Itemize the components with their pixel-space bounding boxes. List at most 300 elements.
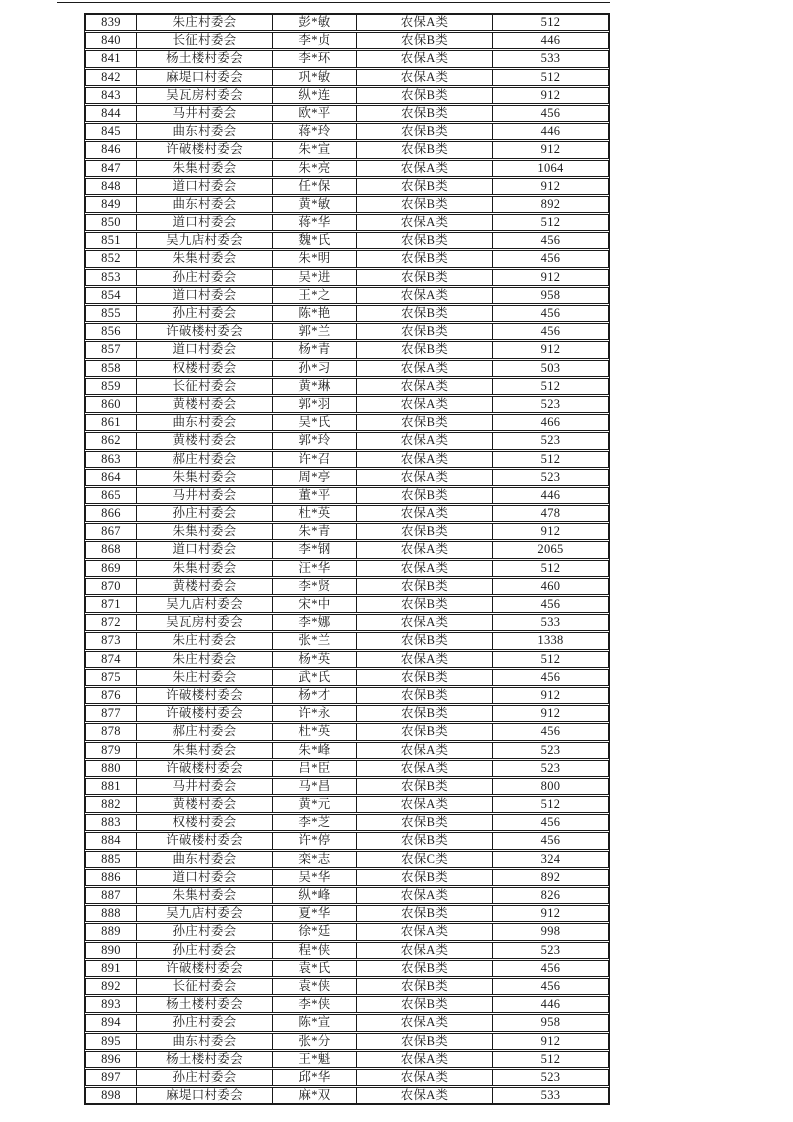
amount-cell: 523: [540, 469, 561, 484]
serial-number-cell: 870: [86, 579, 137, 594]
amount-cell: 912: [540, 178, 561, 193]
person-name-cell: 纵*峰: [273, 888, 357, 903]
table-row: [85, 269, 609, 286]
village-committee-cell: 道口村委会: [137, 179, 273, 194]
table-row: [85, 832, 609, 849]
insurance-category-cell: 农保B类: [357, 1034, 493, 1049]
insurance-category-cell: 农保A类: [357, 288, 493, 303]
table-row: [85, 32, 609, 49]
village-committee-cell: 黄楼村委会: [137, 579, 273, 594]
insurance-category-cell: 农保B类: [357, 106, 493, 121]
amount-cell: 456: [540, 978, 561, 993]
serial-number-cell: 892: [86, 979, 137, 994]
serial-number-cell: 881: [86, 779, 137, 794]
serial-number-cell: 846: [86, 142, 137, 157]
amount-cell: 912: [540, 1033, 561, 1048]
serial-number-cell: 858: [86, 361, 137, 376]
village-committee-cell: 孙庄村委会: [137, 306, 273, 321]
serial-number-cell: 882: [86, 797, 137, 812]
person-name-cell: 程*侠: [273, 943, 357, 958]
village-committee-cell: 孙庄村委会: [137, 1015, 273, 1030]
table-row: [85, 451, 609, 468]
serial-number-cell: 891: [86, 961, 137, 976]
serial-number-cell: 855: [86, 306, 137, 321]
village-committee-cell: 许破楼村委会: [137, 833, 273, 848]
insurance-category-cell: 农保A类: [357, 379, 493, 394]
person-name-cell: 徐*廷: [273, 924, 357, 939]
insurance-category-cell: 农保B类: [357, 197, 493, 212]
village-committee-cell: 朱集村委会: [137, 888, 273, 903]
serial-number-cell: 871: [86, 597, 137, 612]
serial-number-cell: 877: [86, 706, 137, 721]
amount-cell: 533: [540, 51, 561, 66]
table-row: [85, 742, 609, 759]
village-committee-cell: 朱集村委会: [137, 743, 273, 758]
amount-cell: 456: [540, 105, 561, 120]
person-name-cell: 许*召: [273, 452, 357, 467]
table-row: [85, 1033, 609, 1050]
amount-cell: 446: [540, 487, 561, 502]
village-committee-cell: 杨土楼村委会: [137, 51, 273, 66]
person-name-cell: 杨*才: [273, 688, 357, 703]
village-committee-cell: 许破楼村委会: [137, 761, 273, 776]
insurance-category-cell: 农保B类: [357, 688, 493, 703]
insurance-category-cell: 农保A类: [357, 652, 493, 667]
village-committee-cell: 权楼村委会: [137, 361, 273, 376]
insurance-category-cell: 农保A类: [357, 615, 493, 630]
village-committee-cell: 孙庄村委会: [137, 1070, 273, 1085]
serial-number-cell: 879: [86, 743, 137, 758]
serial-number-cell: 843: [86, 88, 137, 103]
serial-number-cell: 851: [86, 233, 137, 248]
table-row: [85, 214, 609, 231]
table-row: [85, 505, 609, 522]
amount-cell: 800: [540, 778, 561, 793]
village-committee-cell: 朱集村委会: [137, 251, 273, 266]
table-row: [85, 87, 609, 104]
table-row: [85, 523, 609, 540]
amount-cell: 892: [540, 196, 561, 211]
table-row: [85, 50, 609, 67]
amount-cell: 523: [540, 396, 561, 411]
amount-cell: 523: [540, 942, 561, 957]
village-committee-cell: 吴九店村委会: [137, 906, 273, 921]
village-committee-cell: 马井村委会: [137, 488, 273, 503]
insurance-category-cell: 农保A类: [357, 161, 493, 176]
insurance-category-cell: 农保B类: [357, 124, 493, 139]
amount-cell: 512: [540, 451, 561, 466]
village-committee-cell: 朱集村委会: [137, 561, 273, 576]
amount-cell: 460: [540, 578, 561, 593]
table-row: [85, 632, 609, 649]
insurance-category-cell: 农保B类: [357, 633, 493, 648]
table-row: [85, 432, 609, 449]
insurance-category-cell: 农保A类: [357, 743, 493, 758]
village-committee-cell: 朱庄村委会: [137, 15, 273, 30]
amount-cell: 466: [540, 415, 561, 430]
amount-cell: 912: [540, 906, 561, 921]
amount-cell: 512: [540, 378, 561, 393]
serial-number-cell: 841: [86, 51, 137, 66]
amount-cell: 912: [540, 687, 561, 702]
serial-number-cell: 867: [86, 524, 137, 539]
person-name-cell: 杜*英: [273, 724, 357, 739]
village-committee-cell: 黄楼村委会: [137, 433, 273, 448]
person-name-cell: 李*芝: [273, 815, 357, 830]
table-row: [85, 287, 609, 304]
person-name-cell: 李*娜: [273, 615, 357, 630]
person-name-cell: 朱*青: [273, 524, 357, 539]
table-row: [85, 250, 609, 267]
table-row: [85, 360, 609, 377]
person-name-cell: 陈*艳: [273, 306, 357, 321]
village-committee-cell: 朱庄村委会: [137, 652, 273, 667]
serial-number-cell: 887: [86, 888, 137, 903]
serial-number-cell: 864: [86, 470, 137, 485]
insurance-category-cell: 农保B类: [357, 815, 493, 830]
person-name-cell: 汪*华: [273, 561, 357, 576]
insurance-category-cell: 农保A类: [357, 797, 493, 812]
insurance-category-cell: 农保A类: [357, 542, 493, 557]
village-committee-cell: 道口村委会: [137, 288, 273, 303]
table-row: [85, 487, 609, 504]
serial-number-cell: 840: [86, 33, 137, 48]
person-name-cell: 董*平: [273, 488, 357, 503]
table-row: [85, 469, 609, 486]
amount-cell: 512: [540, 69, 561, 84]
amount-cell: 456: [540, 724, 561, 739]
village-committee-cell: 许破楼村委会: [137, 142, 273, 157]
table-row: [85, 560, 609, 577]
table-row: [85, 723, 609, 740]
person-name-cell: 李*钢: [273, 542, 357, 557]
table-row: [85, 1051, 609, 1068]
person-name-cell: 李*贞: [273, 33, 357, 48]
village-committee-cell: 吴瓦房村委会: [137, 615, 273, 630]
table-row: [85, 596, 609, 613]
serial-number-cell: 875: [86, 670, 137, 685]
table-row: [85, 378, 609, 395]
insurance-category-cell: 农保B类: [357, 179, 493, 194]
insurance-category-cell: 农保A类: [357, 452, 493, 467]
amount-cell: 512: [540, 797, 561, 812]
person-name-cell: 纵*连: [273, 88, 357, 103]
amount-cell: 523: [540, 1069, 561, 1084]
table-row: [85, 705, 609, 722]
table-row: [85, 1014, 609, 1031]
person-name-cell: 蒋*玲: [273, 124, 357, 139]
serial-number-cell: 883: [86, 815, 137, 830]
insurance-category-cell: 农保B类: [357, 524, 493, 539]
amount-cell: 912: [540, 706, 561, 721]
serial-number-cell: 859: [86, 379, 137, 394]
person-name-cell: 武*氏: [273, 670, 357, 685]
village-committee-cell: 许破楼村委会: [137, 324, 273, 339]
person-name-cell: 王*魁: [273, 1052, 357, 1067]
amount-cell: 958: [540, 287, 561, 302]
person-name-cell: 许*停: [273, 833, 357, 848]
amount-cell: 958: [540, 1015, 561, 1030]
amount-cell: 998: [540, 924, 561, 939]
serial-number-cell: 869: [86, 561, 137, 576]
table-row: [85, 123, 609, 140]
person-name-cell: 吴*氏: [273, 415, 357, 430]
serial-number-cell: 845: [86, 124, 137, 139]
amount-cell: 512: [540, 651, 561, 666]
village-committee-cell: 权楼村委会: [137, 815, 273, 830]
person-name-cell: 蒋*华: [273, 215, 357, 230]
person-name-cell: 孙*习: [273, 361, 357, 376]
table-row: [85, 1069, 609, 1086]
village-committee-cell: 朱集村委会: [137, 524, 273, 539]
table-row: [85, 232, 609, 249]
serial-number-cell: 865: [86, 488, 137, 503]
table-row: [85, 651, 609, 668]
village-committee-cell: 吴瓦房村委会: [137, 88, 273, 103]
village-committee-cell: 道口村委会: [137, 342, 273, 357]
serial-number-cell: 842: [86, 70, 137, 85]
person-name-cell: 吴*华: [273, 870, 357, 885]
village-committee-cell: 郝庄村委会: [137, 724, 273, 739]
insurance-category-cell: 农保A类: [357, 943, 493, 958]
person-name-cell: 邱*华: [273, 1070, 357, 1085]
table-row: [85, 814, 609, 831]
person-name-cell: 吴*进: [273, 270, 357, 285]
serial-number-cell: 876: [86, 688, 137, 703]
serial-number-cell: 852: [86, 251, 137, 266]
amount-cell: 503: [540, 360, 561, 375]
insurance-category-cell: 农保B类: [357, 979, 493, 994]
village-committee-cell: 许破楼村委会: [137, 706, 273, 721]
table-row: [85, 69, 609, 86]
table-row: [85, 160, 609, 177]
insurance-category-cell: 农保A类: [357, 1070, 493, 1085]
table-row: [85, 923, 609, 940]
table-row: [85, 960, 609, 977]
serial-number-cell: 888: [86, 906, 137, 921]
amount-cell: 1338: [537, 633, 564, 648]
amount-cell: 523: [540, 433, 561, 448]
insurance-category-cell: 农保B类: [357, 833, 493, 848]
table-row: [85, 105, 609, 122]
person-name-cell: 李*贤: [273, 579, 357, 594]
person-name-cell: 麻*双: [273, 1088, 357, 1103]
person-name-cell: 张*分: [273, 1034, 357, 1049]
insurance-category-cell: 农保B类: [357, 142, 493, 157]
person-name-cell: 李*侠: [273, 997, 357, 1012]
serial-number-cell: 874: [86, 652, 137, 667]
insurance-category-cell: 农保B类: [357, 306, 493, 321]
person-name-cell: 宋*中: [273, 597, 357, 612]
insurance-category-cell: 农保B类: [357, 270, 493, 285]
amount-cell: 2065: [537, 542, 564, 557]
amount-cell: 446: [540, 33, 561, 48]
village-committee-cell: 吴九店村委会: [137, 597, 273, 612]
table-row: [85, 760, 609, 777]
insurance-category-cell: 农保B类: [357, 870, 493, 885]
table-row: [85, 578, 609, 595]
insurance-category-cell: 农保B类: [357, 324, 493, 339]
table-row: [85, 196, 609, 213]
serial-number-cell: 893: [86, 997, 137, 1012]
serial-number-cell: 880: [86, 761, 137, 776]
person-name-cell: 杜*英: [273, 506, 357, 521]
person-name-cell: 王*之: [273, 288, 357, 303]
insurance-category-cell: 农保A类: [357, 15, 493, 30]
village-committee-cell: 长征村委会: [137, 33, 273, 48]
village-committee-cell: 朱庄村委会: [137, 670, 273, 685]
insurance-category-cell: 农保B类: [357, 579, 493, 594]
table-row: [85, 305, 609, 322]
village-committee-cell: 道口村委会: [137, 215, 273, 230]
person-name-cell: 朱*明: [273, 251, 357, 266]
amount-cell: 533: [540, 1088, 561, 1103]
table-row: [85, 396, 609, 413]
amount-cell: 478: [540, 506, 561, 521]
amount-cell: 456: [540, 669, 561, 684]
table-row: [85, 178, 609, 195]
person-name-cell: 黄*敏: [273, 197, 357, 212]
person-name-cell: 朱*宣: [273, 142, 357, 157]
person-name-cell: 朱*亮: [273, 161, 357, 176]
amount-cell: 324: [540, 851, 561, 866]
amount-cell: 446: [540, 997, 561, 1012]
table-row: [85, 14, 609, 31]
amount-cell: 456: [540, 306, 561, 320]
insurance-category-cell: 农保A类: [357, 397, 493, 412]
person-name-cell: 许*永: [273, 706, 357, 721]
person-name-cell: 黄*琳: [273, 379, 357, 394]
village-committee-cell: 朱集村委会: [137, 161, 273, 176]
person-name-cell: 杨*青: [273, 342, 357, 357]
amount-cell: 912: [540, 87, 561, 102]
person-name-cell: 郭*玲: [273, 433, 357, 448]
insurance-category-cell: 农保A类: [357, 924, 493, 939]
insurance-category-cell: 农保B类: [357, 597, 493, 612]
insurance-category-cell: 农保B类: [357, 724, 493, 739]
serial-number-cell: 854: [86, 288, 137, 303]
insurance-category-cell: 农保A类: [357, 70, 493, 85]
serial-number-cell: 862: [86, 433, 137, 448]
table-row: [85, 541, 609, 558]
insurance-category-cell: 农保B类: [357, 415, 493, 430]
village-committee-cell: 吴九店村委会: [137, 233, 273, 248]
serial-number-cell: 850: [86, 215, 137, 230]
village-committee-cell: 许破楼村委会: [137, 688, 273, 703]
serial-number-cell: 898: [86, 1088, 137, 1103]
person-name-cell: 欧*平: [273, 106, 357, 121]
serial-number-cell: 860: [86, 397, 137, 412]
serial-number-cell: 890: [86, 943, 137, 958]
amount-cell: 512: [540, 560, 561, 575]
table-row: [85, 942, 609, 959]
village-committee-cell: 长征村委会: [137, 979, 273, 994]
person-name-cell: 黄*元: [273, 797, 357, 812]
person-name-cell: 杨*英: [273, 652, 357, 667]
amount-cell: 523: [540, 760, 561, 775]
village-committee-cell: 道口村委会: [137, 870, 273, 885]
insurance-category-cell: 农保A类: [357, 361, 493, 376]
insurance-category-cell: 农保B类: [357, 251, 493, 266]
village-committee-cell: 杨土楼村委会: [137, 997, 273, 1012]
village-committee-cell: 麻堤口村委会: [137, 70, 273, 85]
serial-number-cell: 872: [86, 615, 137, 630]
amount-cell: 523: [540, 742, 561, 757]
serial-number-cell: 857: [86, 342, 137, 357]
person-name-cell: 陈*宣: [273, 1015, 357, 1030]
table-row: [85, 1087, 609, 1104]
insurance-category-cell: 农保B类: [357, 906, 493, 921]
insurance-category-cell: 农保B类: [357, 233, 493, 248]
insurance-category-cell: 农保C类: [357, 852, 493, 867]
amount-cell: 533: [540, 615, 561, 630]
serial-number-cell: 866: [86, 506, 137, 521]
insurance-category-cell: 农保A类: [357, 1015, 493, 1030]
serial-number-cell: 878: [86, 724, 137, 739]
serial-number-cell: 839: [86, 15, 137, 30]
amount-cell: 912: [540, 269, 561, 284]
person-name-cell: 张*兰: [273, 633, 357, 648]
table-row: [85, 614, 609, 631]
village-committee-cell: 曲东村委会: [137, 1034, 273, 1049]
insurance-category-cell: 农保A类: [357, 51, 493, 66]
previous-row-bottom-rule: [57, 2, 610, 3]
village-committee-cell: 麻堤口村委会: [137, 1088, 273, 1103]
serial-number-cell: 844: [86, 106, 137, 121]
insurance-category-cell: 农保B类: [357, 342, 493, 357]
table-row: [85, 887, 609, 904]
village-committee-cell: 曲东村委会: [137, 197, 273, 212]
village-committee-cell: 孙庄村委会: [137, 924, 273, 939]
village-committee-cell: 孙庄村委会: [137, 943, 273, 958]
table-row: [85, 996, 609, 1013]
insurance-category-cell: 农保A类: [357, 1088, 493, 1103]
insurance-category-cell: 农保A类: [357, 506, 493, 521]
person-name-cell: 马*昌: [273, 779, 357, 794]
village-committee-cell: 朱集村委会: [137, 470, 273, 485]
table-row: [85, 323, 609, 340]
table-row: [85, 796, 609, 813]
village-committee-cell: 杨土楼村委会: [137, 1052, 273, 1067]
person-name-cell: 郭*羽: [273, 397, 357, 412]
insurance-category-cell: 农保A类: [357, 433, 493, 448]
table-row: [85, 869, 609, 886]
serial-number-cell: 896: [86, 1052, 137, 1067]
person-name-cell: 巩*敏: [273, 70, 357, 85]
village-committee-cell: 曲东村委会: [137, 415, 273, 430]
serial-number-cell: 873: [86, 633, 137, 648]
insurance-category-cell: 农保B类: [357, 961, 493, 976]
serial-number-cell: 885: [86, 852, 137, 867]
village-committee-cell: 黄楼村委会: [137, 397, 273, 412]
person-name-cell: 袁*氏: [273, 961, 357, 976]
amount-cell: 912: [540, 524, 561, 539]
insurance-category-cell: 农保A类: [357, 888, 493, 903]
village-committee-cell: 马井村委会: [137, 779, 273, 794]
amount-cell: 826: [540, 888, 561, 902]
serial-number-cell: 856: [86, 324, 137, 339]
amount-cell: 456: [540, 833, 561, 848]
person-name-cell: 朱*峰: [273, 743, 357, 758]
insurance-category-cell: 农保B类: [357, 997, 493, 1012]
serial-number-cell: 894: [86, 1015, 137, 1030]
amount-cell: 456: [540, 597, 561, 611]
table-row: [85, 141, 609, 158]
table-row: [85, 905, 609, 922]
village-committee-cell: 许破楼村委会: [137, 961, 273, 976]
serial-number-cell: 853: [86, 270, 137, 285]
table-row: [85, 414, 609, 431]
